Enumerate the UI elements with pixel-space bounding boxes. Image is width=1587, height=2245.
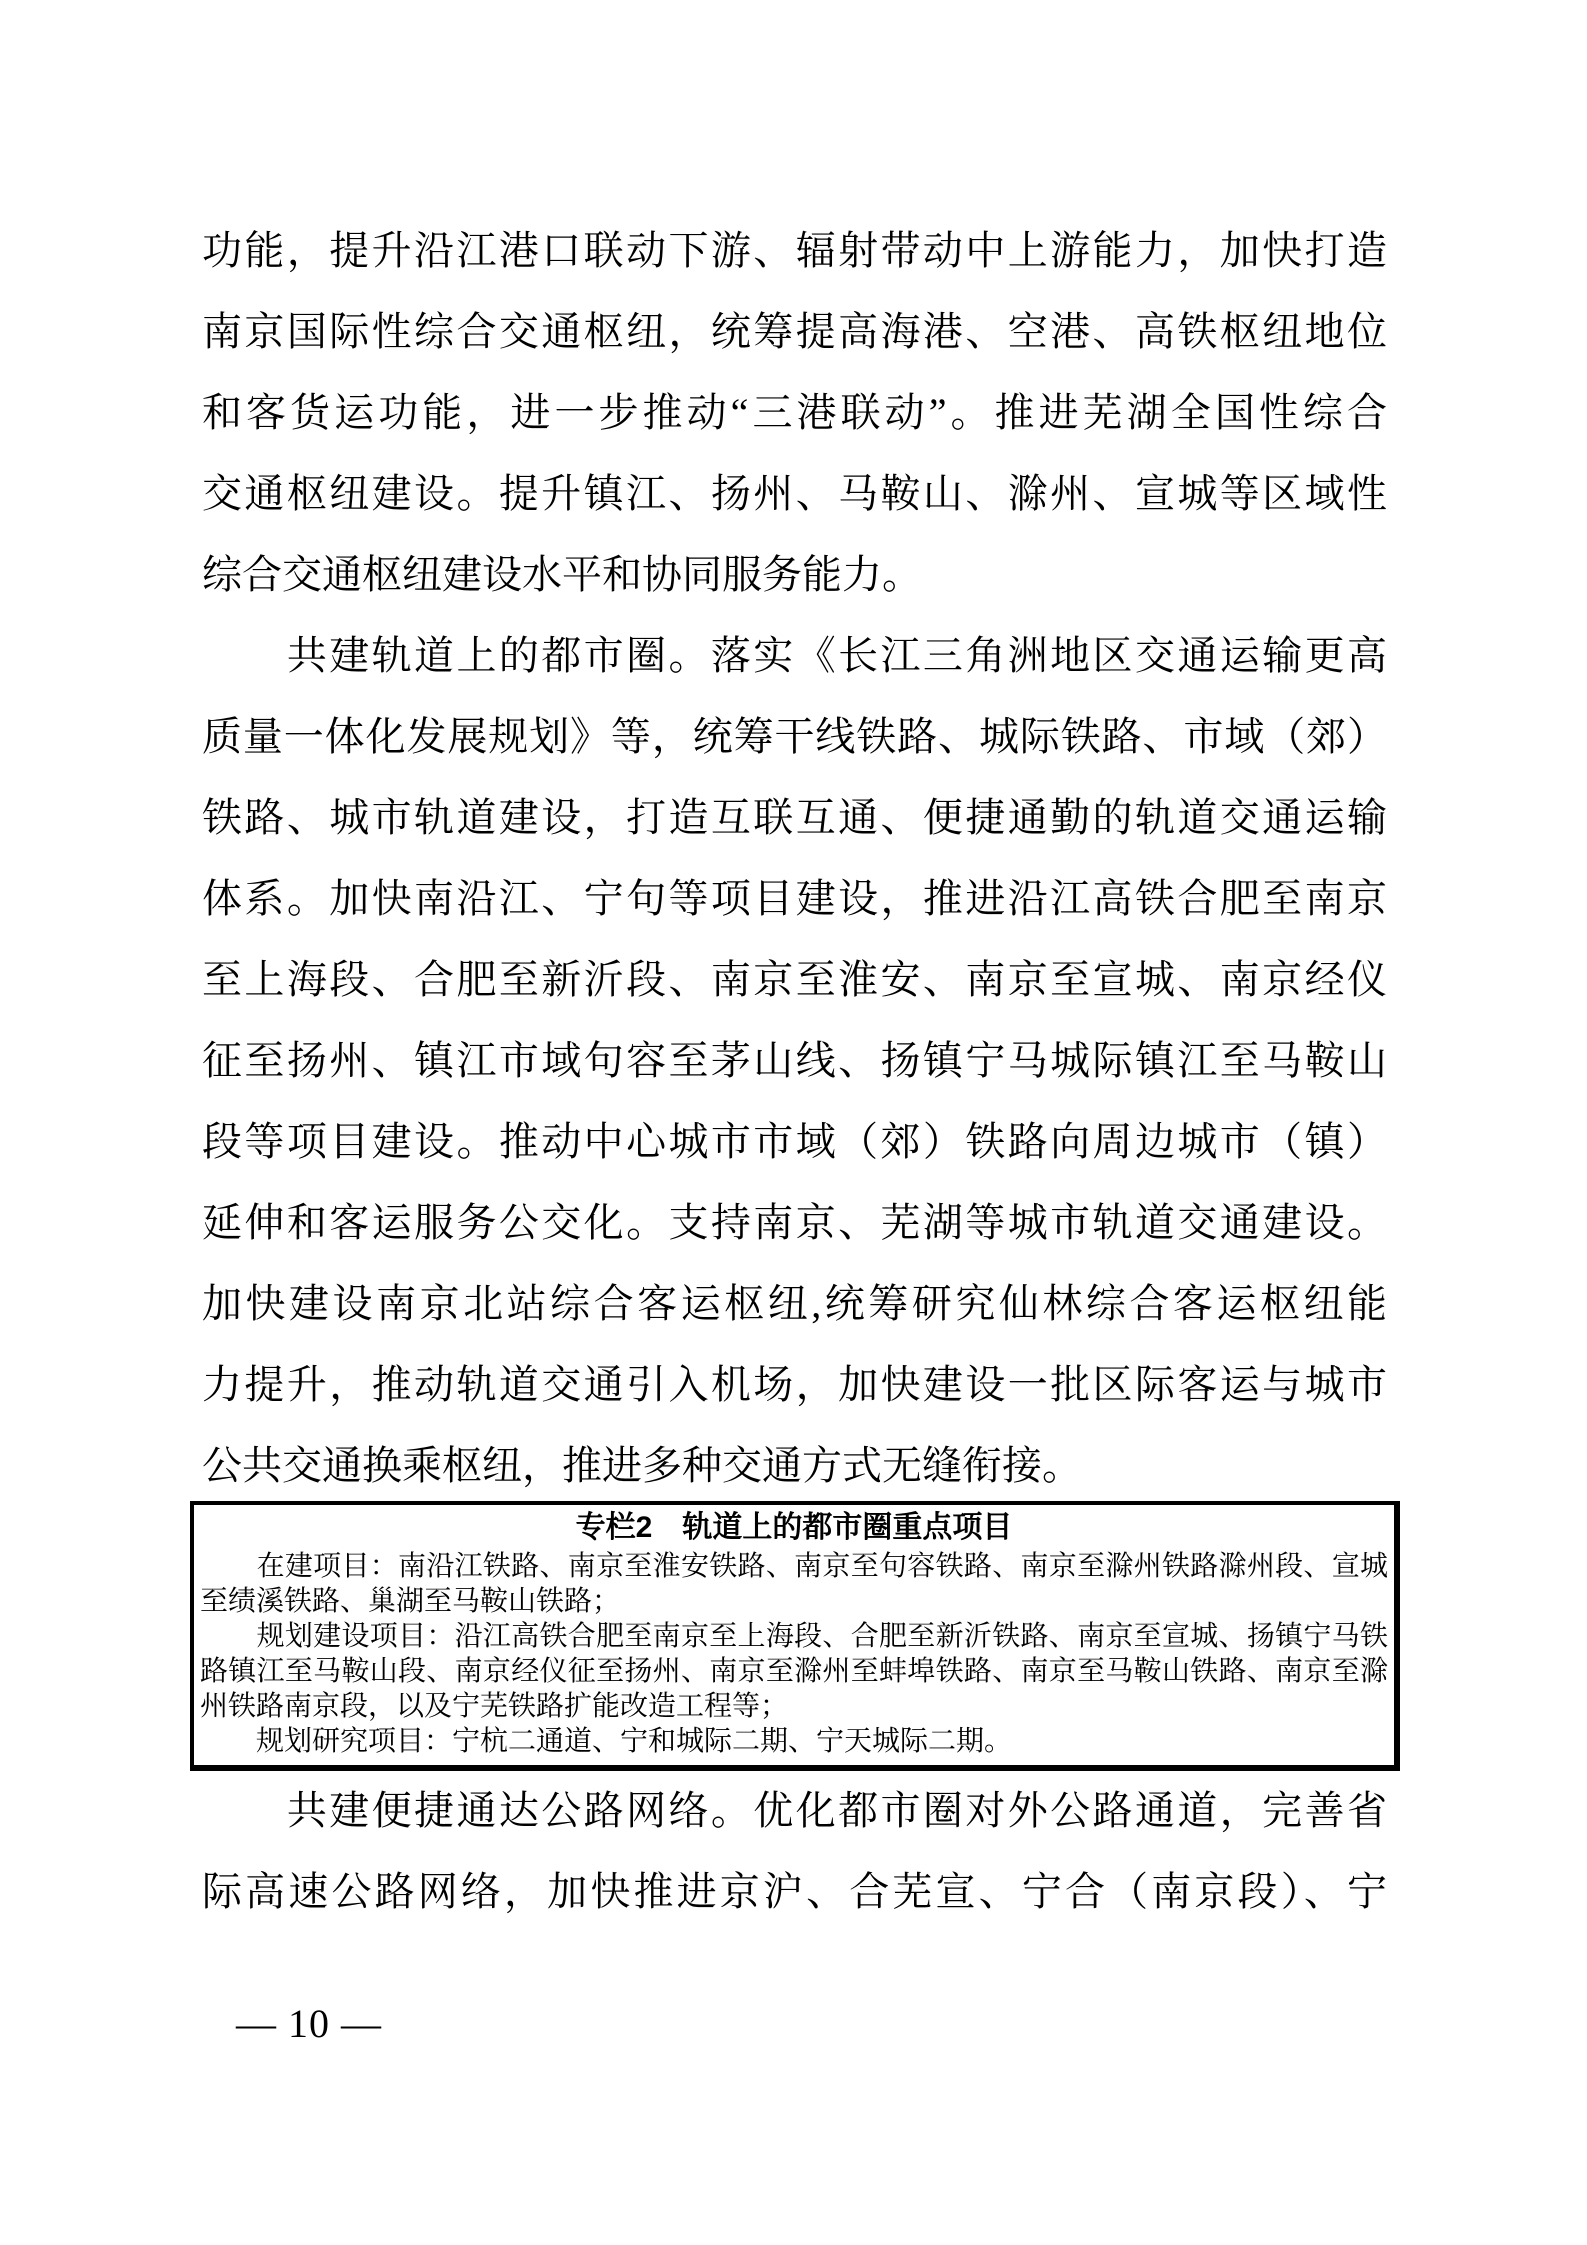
body-paragraphs-after-box bbox=[202, 1770, 1387, 1932]
body-line-paragraph-end: 公共交通换乘枢纽，推进多种交通方式无缝衔接。 bbox=[202, 1443, 1082, 1488]
body-line: 铁路、城市轨道建设，打造互联互通、便捷通勤的轨道交通运输 bbox=[202, 795, 1387, 840]
callout-line: 规划建设项目：沿江高铁合肥至南京至上海段、合肥至新沂铁路、南京至宣城、扬镇宁马铁 bbox=[200, 1621, 1388, 1652]
body-line: 延伸和客运服务公交化。支持南京、芜湖等城市轨道交通建设。 bbox=[202, 1200, 1387, 1245]
body-line-paragraph-end: 综合交通枢纽建设水平和协同服务能力。 bbox=[202, 552, 922, 597]
callout-line-item-end: 至绩溪铁路、巢湖至马鞍山铁路； bbox=[200, 1586, 621, 1617]
body-line: 交通枢纽建设。提升镇江、扬州、马鞍山、滁州、宣城等区域性 bbox=[202, 471, 1387, 516]
callout-box-title: 专栏2 轨道上的都市圈重点项目 bbox=[575, 1511, 1013, 1544]
body-line: 际高速公路网络，加快推进京沪、合芜宣、宁合（南京段）、宁 bbox=[202, 1869, 1387, 1914]
page-number: — 10 — bbox=[236, 2001, 382, 2046]
body-line: 力提升，推动轨道交通引入机场，加快建设一批区际客运与城市 bbox=[202, 1362, 1387, 1407]
callout-line: 在建项目：南沿江铁路、南京至淮安铁路、南京至句容铁路、南京至滁州铁路滁州段、宣城 bbox=[200, 1551, 1388, 1582]
body-line: 和客货运功能，进一步推动“三港联动”。推进芜湖全国性综合 bbox=[202, 390, 1387, 435]
body-paragraphs bbox=[202, 210, 1387, 1506]
body-line: 体系。加快南沿江、宁句等项目建设，推进沿江高铁合肥至南京 bbox=[202, 876, 1387, 921]
body-line: 至上海段、合肥至新沂段、南京至淮安、南京至宣城、南京经仪 bbox=[202, 957, 1387, 1002]
callout-box-rail-metro-projects bbox=[190, 1501, 1400, 1771]
callout-line-item-end: 州铁路南京段，以及宁芜铁路扩能改造工程等； bbox=[200, 1691, 789, 1722]
body-line-paragraph-start: 共建轨道上的都市圈。落实《长江三角洲地区交通运输更高 bbox=[202, 633, 1387, 678]
callout-line: 路镇江至马鞍山段、南京经仪征至扬州、南京至滁州至蚌埠铁路、南京至马鞍山铁路、南京至滁 bbox=[200, 1656, 1388, 1687]
body-line: 征至扬州、镇江市域句容至茅山线、扬镇宁马城际镇江至马鞍山 bbox=[202, 1038, 1387, 1083]
callout-line-item-end: 规划研究项目：宁杭二通道、宁和城际二期、宁天城际二期。 bbox=[200, 1726, 1013, 1757]
body-line: 功能，提升沿江港口联动下游、辐射带动中上游能力，加快打造 bbox=[202, 228, 1387, 273]
body-line: 加快建设南京北站综合客运枢纽,统筹研究仙林综合客运枢纽能 bbox=[202, 1281, 1387, 1326]
body-line: 段等项目建设。推动中心城市市域（郊）铁路向周边城市（镇） bbox=[202, 1119, 1387, 1164]
body-line: 南京国际性综合交通枢纽，统筹提高海港、空港、高铁枢纽地位 bbox=[202, 309, 1387, 354]
body-line: 质量一体化发展规划》等，统筹干线铁路、城际铁路、市域（郊） bbox=[202, 714, 1387, 759]
body-line-paragraph-start: 共建便捷通达公路网络。优化都市圈对外公路通道，完善省 bbox=[202, 1788, 1387, 1833]
